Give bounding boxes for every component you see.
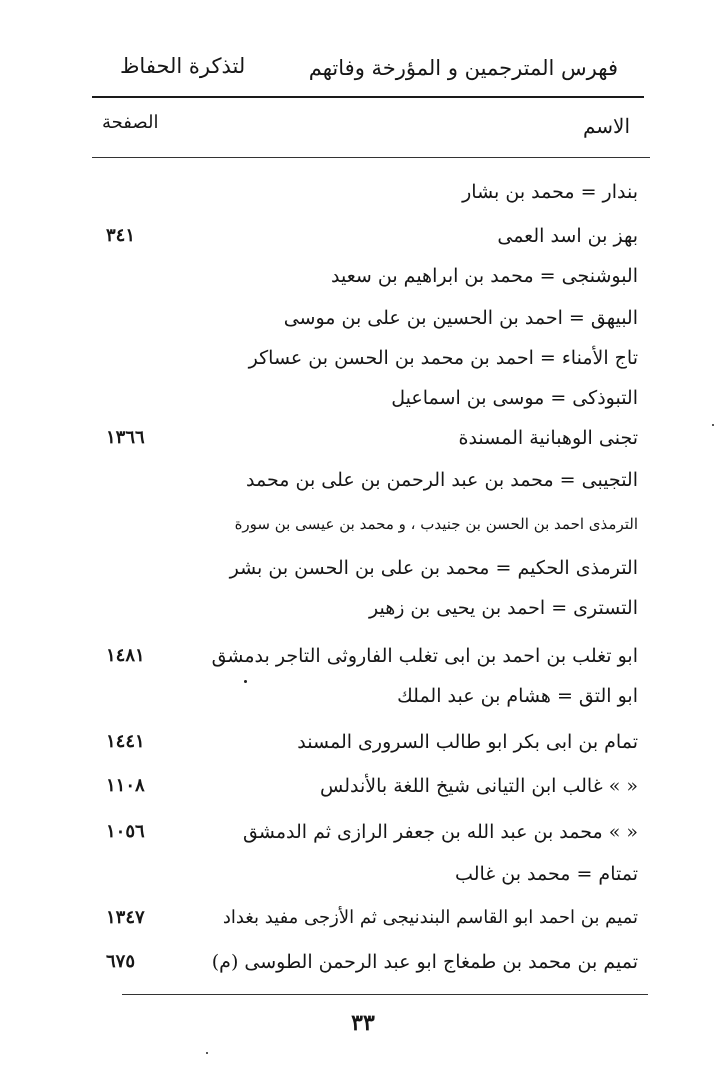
- index-entry: [90, 466, 638, 506]
- index-entry: [90, 554, 638, 594]
- index-entry: [90, 222, 638, 262]
- ink-speck: [712, 424, 714, 426]
- entry-name: تاج الأمناء = احمد بن محمد بن الحسن بن عساكر: [248, 347, 638, 369]
- entry-name: بندار = محمد بن بشار: [462, 181, 638, 203]
- index-entry: [90, 682, 638, 722]
- entry-page: ٣٤١: [106, 225, 136, 246]
- index-entry: [90, 424, 638, 464]
- index-entry: [90, 948, 638, 988]
- entry-page: ١٤٤١: [106, 731, 145, 752]
- index-entry: [90, 262, 638, 302]
- entry-page: ١١٠٨: [106, 775, 145, 796]
- entry-name: تميم بن محمد بن طمغاج ابو عبد الرحمن الطوسى (م): [211, 951, 638, 973]
- index-entry: [90, 818, 638, 858]
- entry-page: ١٣٦٦: [106, 427, 145, 448]
- index-entry: [90, 304, 638, 344]
- entry-name: الترمذى احمد بن الحسن بن جنيدب ، و محمد بن عيسى بن سورة: [234, 515, 638, 533]
- entry-name: الترمذى الحكيم = محمد بن على بن الحسن بن بشر: [229, 557, 638, 579]
- running-title-right: فهرس المترجمين و المؤرخة وفاتهم: [308, 56, 618, 80]
- column-header-rule: [92, 157, 650, 158]
- entry-name: البيهق = احمد بن الحسين بن على بن موسى: [283, 307, 638, 329]
- entry-page: ١٤٨١: [106, 645, 145, 666]
- entry-name: البوشنجى = محمد بن ابراهيم بن سعيد: [331, 265, 638, 287]
- index-entry: [90, 728, 638, 768]
- entry-name: تميم بن احمد ابو القاسم البندنيجى ثم الأزجى مفيد بغداد: [222, 907, 638, 928]
- index-entry: [90, 344, 638, 384]
- index-entry: [90, 772, 638, 812]
- entry-name: تمتام = محمد بن غالب: [455, 863, 638, 885]
- page-number: ٣٣: [351, 1010, 375, 1036]
- entry-page: ١٠٥٦: [106, 821, 145, 842]
- footer-rule: [122, 994, 648, 995]
- index-entry: [90, 904, 638, 944]
- column-header-name: الاسم: [582, 114, 630, 138]
- entry-page: ١٣٤٧: [106, 907, 145, 928]
- entry-name: تجنى الوهبانية المسندة: [458, 427, 638, 449]
- entry-name: التجيبى = محمد بن عبد الرحمن بن على بن محمد: [246, 469, 638, 491]
- index-entry: [90, 860, 638, 900]
- index-entry: [90, 594, 638, 634]
- entry-name: « » محمد بن عبد الله بن جعفر الرازى ثم الدمشق: [243, 821, 638, 843]
- ink-speck: [206, 1052, 208, 1054]
- entry-name: تمام بن ابى بكر ابو طالب السرورى المسند: [297, 731, 638, 753]
- entry-name: ابو تغلب بن احمد بن ابى تغلب الفاروثى التاجر بدمشق: [211, 645, 638, 667]
- entry-name: ابو التق = هشام بن عبد الملك: [397, 685, 638, 707]
- ink-speck: [244, 680, 247, 683]
- running-title-left: لتذكرة الحفاظ: [120, 54, 246, 78]
- index-entry: [90, 384, 638, 424]
- entry-name: بهز بن اسد العمى: [497, 225, 638, 247]
- entry-name: التسترى = احمد بن يحيى بن زهير: [368, 597, 638, 619]
- index-entry: [90, 642, 638, 682]
- index-entry: [90, 178, 638, 218]
- entry-page: ٦٧٥: [106, 951, 136, 972]
- column-header-page: الصفحة: [102, 112, 159, 133]
- entry-name: « » غالب ابن التيانى شيخ اللغة بالأندلس: [320, 775, 638, 797]
- entry-name: التبوذكى = موسى بن اسماعيل: [391, 387, 638, 409]
- header-rule: [92, 96, 644, 98]
- index-entry: [90, 510, 638, 550]
